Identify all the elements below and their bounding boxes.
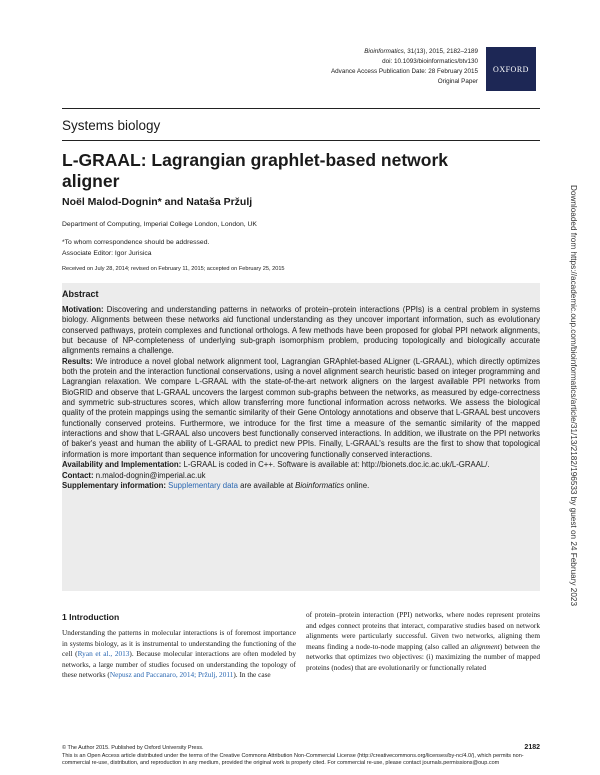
oxford-logo: OXFORD [486, 47, 536, 91]
motivation-paragraph: Motivation: Discovering and understanding patterns in networks of protein–protein interactions (PPIs) is a central problem in systems biology. Alignments between these networks aid functional understanding as they uncover important information, such as evolutionary conserved pathways, protein complexes and functional orthologs. A few methods have been proposed for global PPI network alignments, but because of NP-completeness of underlying sub-graph isomorphism problem, producing topologically and biologically accurate alignments remains a challenge. [62, 305, 540, 356]
paper-type: Original Paper [437, 78, 478, 85]
intro-heading: 1 Introduction [62, 612, 120, 622]
supplementary-link[interactable]: Supplementary data [168, 480, 238, 490]
intro-column-left: Understanding the patterns in molecular interactions is of foremost importance in systems biology, as it is instrumental to understanding the functioning of the cell (Ryan et al., 2013). Because molecular interactions are often modeled by networks, a large number of studies focused on understanding the topology of these networks (Nepusz and Paccanaro, 2014; Pržulj, 2011). In the case [62, 628, 296, 680]
section-rule [62, 140, 540, 141]
section-label: Systems biology [62, 118, 161, 133]
abstract-text [62, 305, 540, 491]
availability-paragraph: Availability and Implementation: L-GRAAL is coded in C++. Software is available at: http://bionets.doc.ic.ac.uk/L-GRAAL/. [62, 460, 490, 470]
doi[interactable]: doi: 10.1093/bioinformatics/btv130 [382, 58, 478, 65]
advance-access-date: Advance Access Publication Date: 28 February 2015 [330, 68, 478, 75]
header-rule [62, 108, 540, 109]
copyright: © The Author 2015. Published by Oxford University Press. [62, 745, 204, 751]
journal-citation: Bioinformatics, 31(13), 2015, 2182–2189 [364, 48, 478, 55]
supplementary-paragraph: Supplementary information: Supplementary data are available at Bioinformatics online. [62, 480, 370, 490]
affiliation: Department of Computing, Imperial College London, London, UK [62, 221, 257, 228]
received-dates: Received on July 28, 2014; revised on February 11, 2015; accepted on February 25, 2015 [62, 266, 285, 272]
intro-column-right: of protein–protein interaction (PPI) networks, where nodes represent proteins and edges connect proteins that interact, comparative studies based on network alignments were particularly successful. Given two networks, aligning them means finding a node-to-node mapping (also called an alignment) between the networks that optimizes two objectives: (i) maximizing the number of mapped proteins (nodes) that are evolutionarily or functionally related [306, 610, 540, 672]
correspondence: *To whom correspondence should be addressed. [62, 239, 210, 246]
results-paragraph: Results: We introduce a novel global network alignment tool, Lagrangian GRAphlet-based ALigner (L-GRAAL), which directly optimizes both the protein and the interaction functional conservations, using a novel alignment search heuristic based on integer programming and Lagrangian relaxation. We compare L-GRAAL with the state-of-the-art network aligners on the largest available PPI networks from BioGRID and observe that L-GRAAL uncovers the largest common sub-graphs between the networks, as measured by edge-correctness and symmetric sub-structures scores, which allow transferring more functional information across networks. We assess the biological quality of the protein mappings using the semantic similarity of their Gene Ontology annotations and observe that L-GRAAL best uncovers functionally conserved proteins. Furthermore, we introduce for the first time a measure of the semantic similarity of the mapped interactions and show that L-GRAAL also uncovers best functionally conserved interactions. In addition, we illustrate on the PPI networks of baker's yeast and human the ability of L-GRAAL to predict new PPIs. Finally, L-GRAAL's results are the first to show that topological information is more important than sequence information for uncovering functionally conserved interactions. [62, 356, 540, 459]
page-number: 2182 [524, 744, 540, 751]
associate-editor: Associate Editor: Igor Jurisica [62, 250, 152, 257]
download-watermark: Downloaded from https://academic.oup.com/bioinformatics/article/31/13/2182/196533 by guest on 24 February 2023 [569, 185, 578, 606]
abstract-heading: Abstract [62, 289, 99, 299]
paper-title: L-GRAAL: Lagrangian graphlet-based network aligner [62, 150, 448, 191]
citation-link[interactable]: Nepusz and Paccanaro, 2014; Pržulj, 2011 [109, 670, 234, 680]
journal-meta [218, 47, 478, 87]
authors: Noël Malod-Dognin* and Nataša Pržulj [62, 196, 253, 208]
license-text: This is an Open Access article distributed under the terms of the Creative Commons Attribution Non-Commercial License (http://creativecommons.org/licenses/by-nc/4.0/), which permits non-commercial re-use, distribution, and reproduction in any medium, provided the original work is properly cited. For commercial re-use, please contact journals.permissions@oup.com [62, 753, 524, 767]
contact-paragraph: Contact: n.malod-dognin@imperial.ac.uk [62, 470, 206, 480]
citation-link[interactable]: Ryan et al., 2013 [77, 649, 130, 659]
